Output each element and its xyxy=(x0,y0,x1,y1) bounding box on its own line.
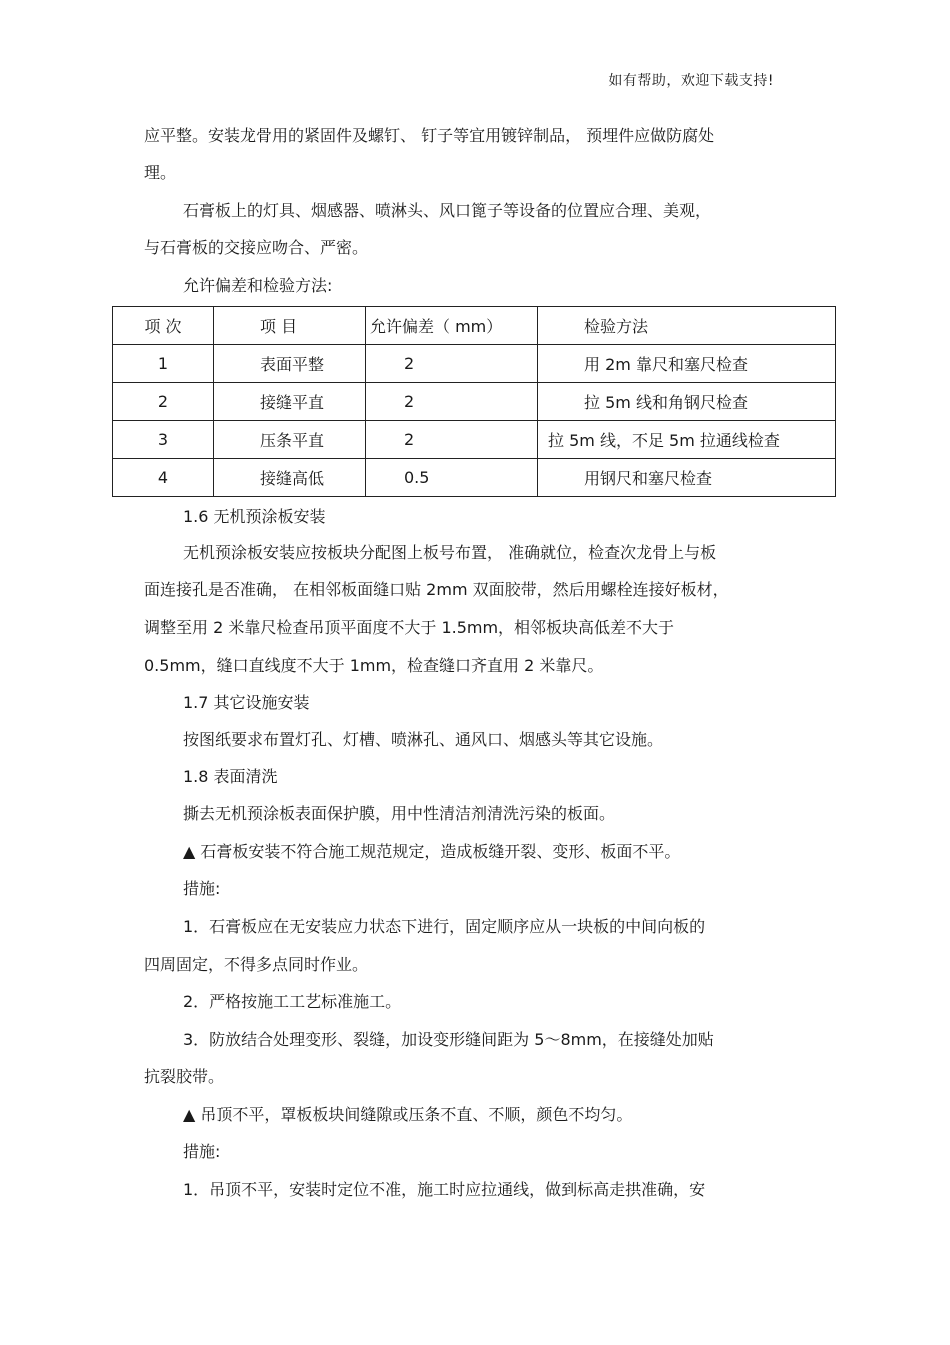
paragraph-line: 按图纸要求布置灯孔、灯槽、喷淋孔、通风口、烟感头等其它设施。 xyxy=(183,730,664,749)
paragraph-line: 调整至用 2 米靠尺检查吊顶平面度不大于 1.5mm，相邻板块高低差不大于 xyxy=(144,618,675,637)
table-cell: 拉 5m 线和角钢尺检查 xyxy=(538,383,836,421)
table-cell: 2 xyxy=(366,421,538,459)
table-cell: 2 xyxy=(366,345,538,383)
table-cell: 1 xyxy=(113,345,214,383)
table-row xyxy=(113,383,836,421)
section-heading: 1.6 无机预涂板安装 xyxy=(183,507,326,526)
table-caption: 允许偏差和检验方法: xyxy=(183,276,333,295)
paragraph-line: 0.5mm，缝口直线度不大于 1mm，检查缝口齐直用 2 米靠尺。 xyxy=(144,656,604,675)
table-header-cell: 项 次 xyxy=(113,307,214,345)
issue-heading: ▲ 吊顶不平，罩板板块间缝隙或压条不直、不顺，颜色不均匀。 xyxy=(183,1105,633,1124)
paragraph-line: 四周固定，不得多点同时作业。 xyxy=(144,955,369,974)
table-cell: 0.5 xyxy=(366,459,538,497)
paragraph-line: 石膏板上的灯具、烟感器、喷淋头、风口篦子等设备的位置应合理、美观， xyxy=(183,201,712,220)
paragraph-line: 1．石膏板应在无安装应力状态下进行，固定顺序应从一块板的中间向板的 xyxy=(183,917,706,936)
paragraph-line: 2．严格按施工工艺标准施工。 xyxy=(183,992,402,1011)
table-cell: 用钢尺和塞尺检查 xyxy=(538,459,836,497)
table-row xyxy=(113,421,836,459)
paragraph-line: 3．防放结合处理变形、裂缝，加设变形缝间距为 5～8mm，在接缝处加贴 xyxy=(183,1030,714,1049)
paragraph-line: 抗裂胶带。 xyxy=(144,1067,225,1086)
table-cell: 2 xyxy=(366,383,538,421)
paragraph-line: 撕去无机预涂板表面保护膜，用中性清洁剂清洗污染的板面。 xyxy=(183,804,616,823)
table-cell: 4 xyxy=(113,459,214,497)
table-cell: 用 2m 靠尺和塞尺检查 xyxy=(538,345,836,383)
measures-label: 措施: xyxy=(183,879,221,898)
table-header-cell: 检验方法 xyxy=(538,307,836,345)
table-cell: 表面平整 xyxy=(214,345,366,383)
table-cell: 接缝平直 xyxy=(214,383,366,421)
paragraph-line: 面连接孔是否准确， 在相邻板面缝口贴 2mm 双面胶带，然后用螺栓连接好板材， xyxy=(144,580,729,599)
page-header-note: 如有帮助，欢迎下载支持! xyxy=(608,73,774,89)
table-cell: 2 xyxy=(113,383,214,421)
table-header-cell: 项 目 xyxy=(214,307,366,345)
table-cell: 拉 5m 线，不足 5m 拉通线检查 xyxy=(538,421,836,459)
table-header-row xyxy=(113,307,836,345)
table-cell: 接缝高低 xyxy=(214,459,366,497)
paragraph-line: 理。 xyxy=(144,163,177,182)
table-row xyxy=(113,459,836,497)
table-cell: 3 xyxy=(113,421,214,459)
table-row xyxy=(113,345,836,383)
paragraph-line: 应平整。安装龙骨用的紧固件及螺钉、 钉子等宜用镀锌制品， 预埋件应做防腐处 xyxy=(144,126,715,145)
table-header-cell: 允许偏差（ mm） xyxy=(366,307,538,345)
issue-heading: ▲ 石膏板安装不符合施工规范规定，造成板缝开裂、变形、板面不平。 xyxy=(183,842,681,861)
section-heading: 1.8 表面清洗 xyxy=(183,767,278,786)
paragraph-line: 与石膏板的交接应吻合、严密。 xyxy=(144,238,369,257)
measures-label: 措施: xyxy=(183,1142,221,1161)
tolerance-table xyxy=(112,306,836,497)
paragraph-line: 无机预涂板安装应按板块分配图上板号布置， 准确就位，检查次龙骨上与板 xyxy=(183,543,717,562)
section-heading: 1.7 其它设施安装 xyxy=(183,693,310,712)
paragraph-line: 1．吊顶不平，安装时定位不准，施工时应拉通线，做到标高走拱准确，安 xyxy=(183,1180,706,1199)
table-cell: 压条平直 xyxy=(214,421,366,459)
